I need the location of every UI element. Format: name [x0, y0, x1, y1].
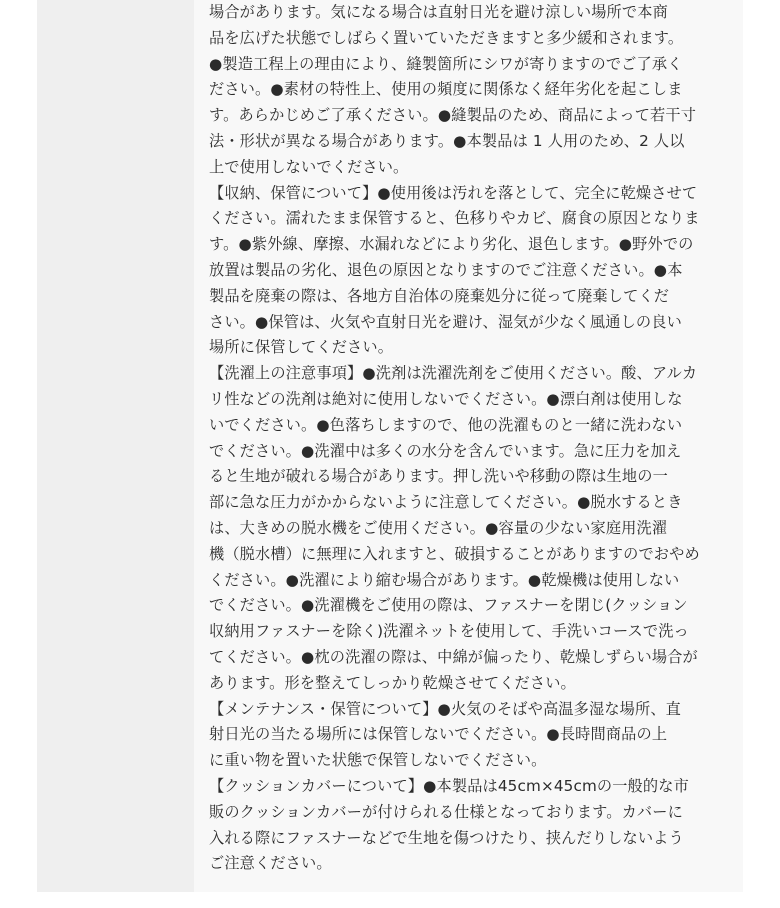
text-line: 場合があります。気になる場合は直射日光を避け涼しい場所で本商	[209, 3, 668, 21]
section-heading-storage: 【収納、保管について】●使用後は汚れを落として、完全に乾燥させて	[209, 183, 698, 202]
text-line: 機（脱水槽）に無理に入れますと、破損することがありますのでおやめ	[209, 544, 700, 563]
text-line: 上で使用しないでください。	[209, 157, 409, 176]
text-line: す。あらかじめご了承ください。●縫製品のため、商品によって若干寸	[209, 106, 697, 125]
text-line: す。●紫外線、摩擦、水漏れなどにより劣化、退色します。●野外での	[209, 235, 694, 254]
text-line: は、大きめの脱水機をご使用ください。●容量の少ない家庭用洗濯	[209, 518, 668, 537]
text-line: あります。形を整えてしっかり乾燥させてください。	[209, 673, 576, 692]
text-line: でください。●洗濯機をご使用の際は、ファスナーを閉じ(クッション	[209, 596, 688, 615]
text-line: ご注意ください。	[209, 854, 332, 873]
text-line: さい。●保管は、火気や直射日光を避け、湿気が少なく風通しの良い	[209, 312, 682, 331]
text-line: 部に急な圧力がかからないように注意してください。●脱水するとき	[209, 493, 683, 512]
text-line: 販のクッションカバーが付けられる仕様となっております。カバーに	[209, 802, 683, 821]
text-line: 収納用ファスナーを除く)洗濯ネットを使用して、手洗いコースで洗っ	[209, 622, 689, 641]
text-line: でください。●洗濯中は多くの水分を含んでいます。急に圧力を加え	[209, 441, 682, 460]
text-line: 射日光の当たる場所には保管しないでください。●長時間商品の上	[209, 725, 668, 744]
text-line: ●製造工程上の理由により、縫製箇所にシワが寄りますのでご了承く	[209, 54, 683, 73]
text-line: 製品を廃棄の際は、各地方自治体の廃棄処分に従って廃棄してくだ	[209, 286, 670, 305]
section-heading-maintenance: 【メンテナンス・保管について】●火気のそばや高温多湿な場所、直	[209, 699, 682, 718]
text-line: ださい。●素材の特性上、使用の頻度に関係なく経年劣化を起こしま	[209, 80, 683, 99]
text-line: 法・形状が異なる場合があります。●本製品は 1 人用のため、2 人以	[209, 131, 685, 150]
left-sidebar-panel	[37, 0, 194, 892]
text-line: ると生地が破れる場合があります。押し洗いや移動の際は生地の一	[209, 467, 668, 486]
care-instructions-text	[209, 0, 731, 892]
text-line: ください。濡れたまま保管すると、色移りやカビ、腐食の原因となりま	[209, 209, 700, 228]
section-heading-washing: 【洗濯上の注意事項】●洗剤は洗濯洗剤をご使用ください。酸、アルカ	[209, 364, 698, 383]
text-line: てください。●枕の洗濯の際は、中綿が偏ったり、乾燥しずらい場合が	[209, 647, 698, 666]
text-line: に重い物を置いた状態で保管しないでください。	[209, 751, 547, 770]
text-line: いでください。●色落ちしますので、他の洗濯ものと一緒に洗わない	[209, 415, 683, 434]
text-line: 入れる際にファスナーなどで生地を傷つけたり、挟んだりしないよう	[209, 828, 684, 847]
text-line: リ性などの洗剤は絶対に使用しないでください。●漂白剤は使用しな	[209, 389, 683, 408]
text-line: 品を広げた状態でしばらく置いていただきますと多少緩和されます。	[209, 28, 684, 47]
text-line: 放置は製品の劣化、退色の原因となりますのでご注意ください。●本	[209, 260, 683, 279]
text-line: 場所に保管してください。	[209, 338, 394, 357]
section-heading-cushion-cover: 【クッションカバーについて】●本製品は45cm×45cmの一般的な市	[209, 776, 689, 795]
text-line: ください。●洗濯により縮む場合があります。●乾燥機は使用しない	[209, 570, 680, 589]
